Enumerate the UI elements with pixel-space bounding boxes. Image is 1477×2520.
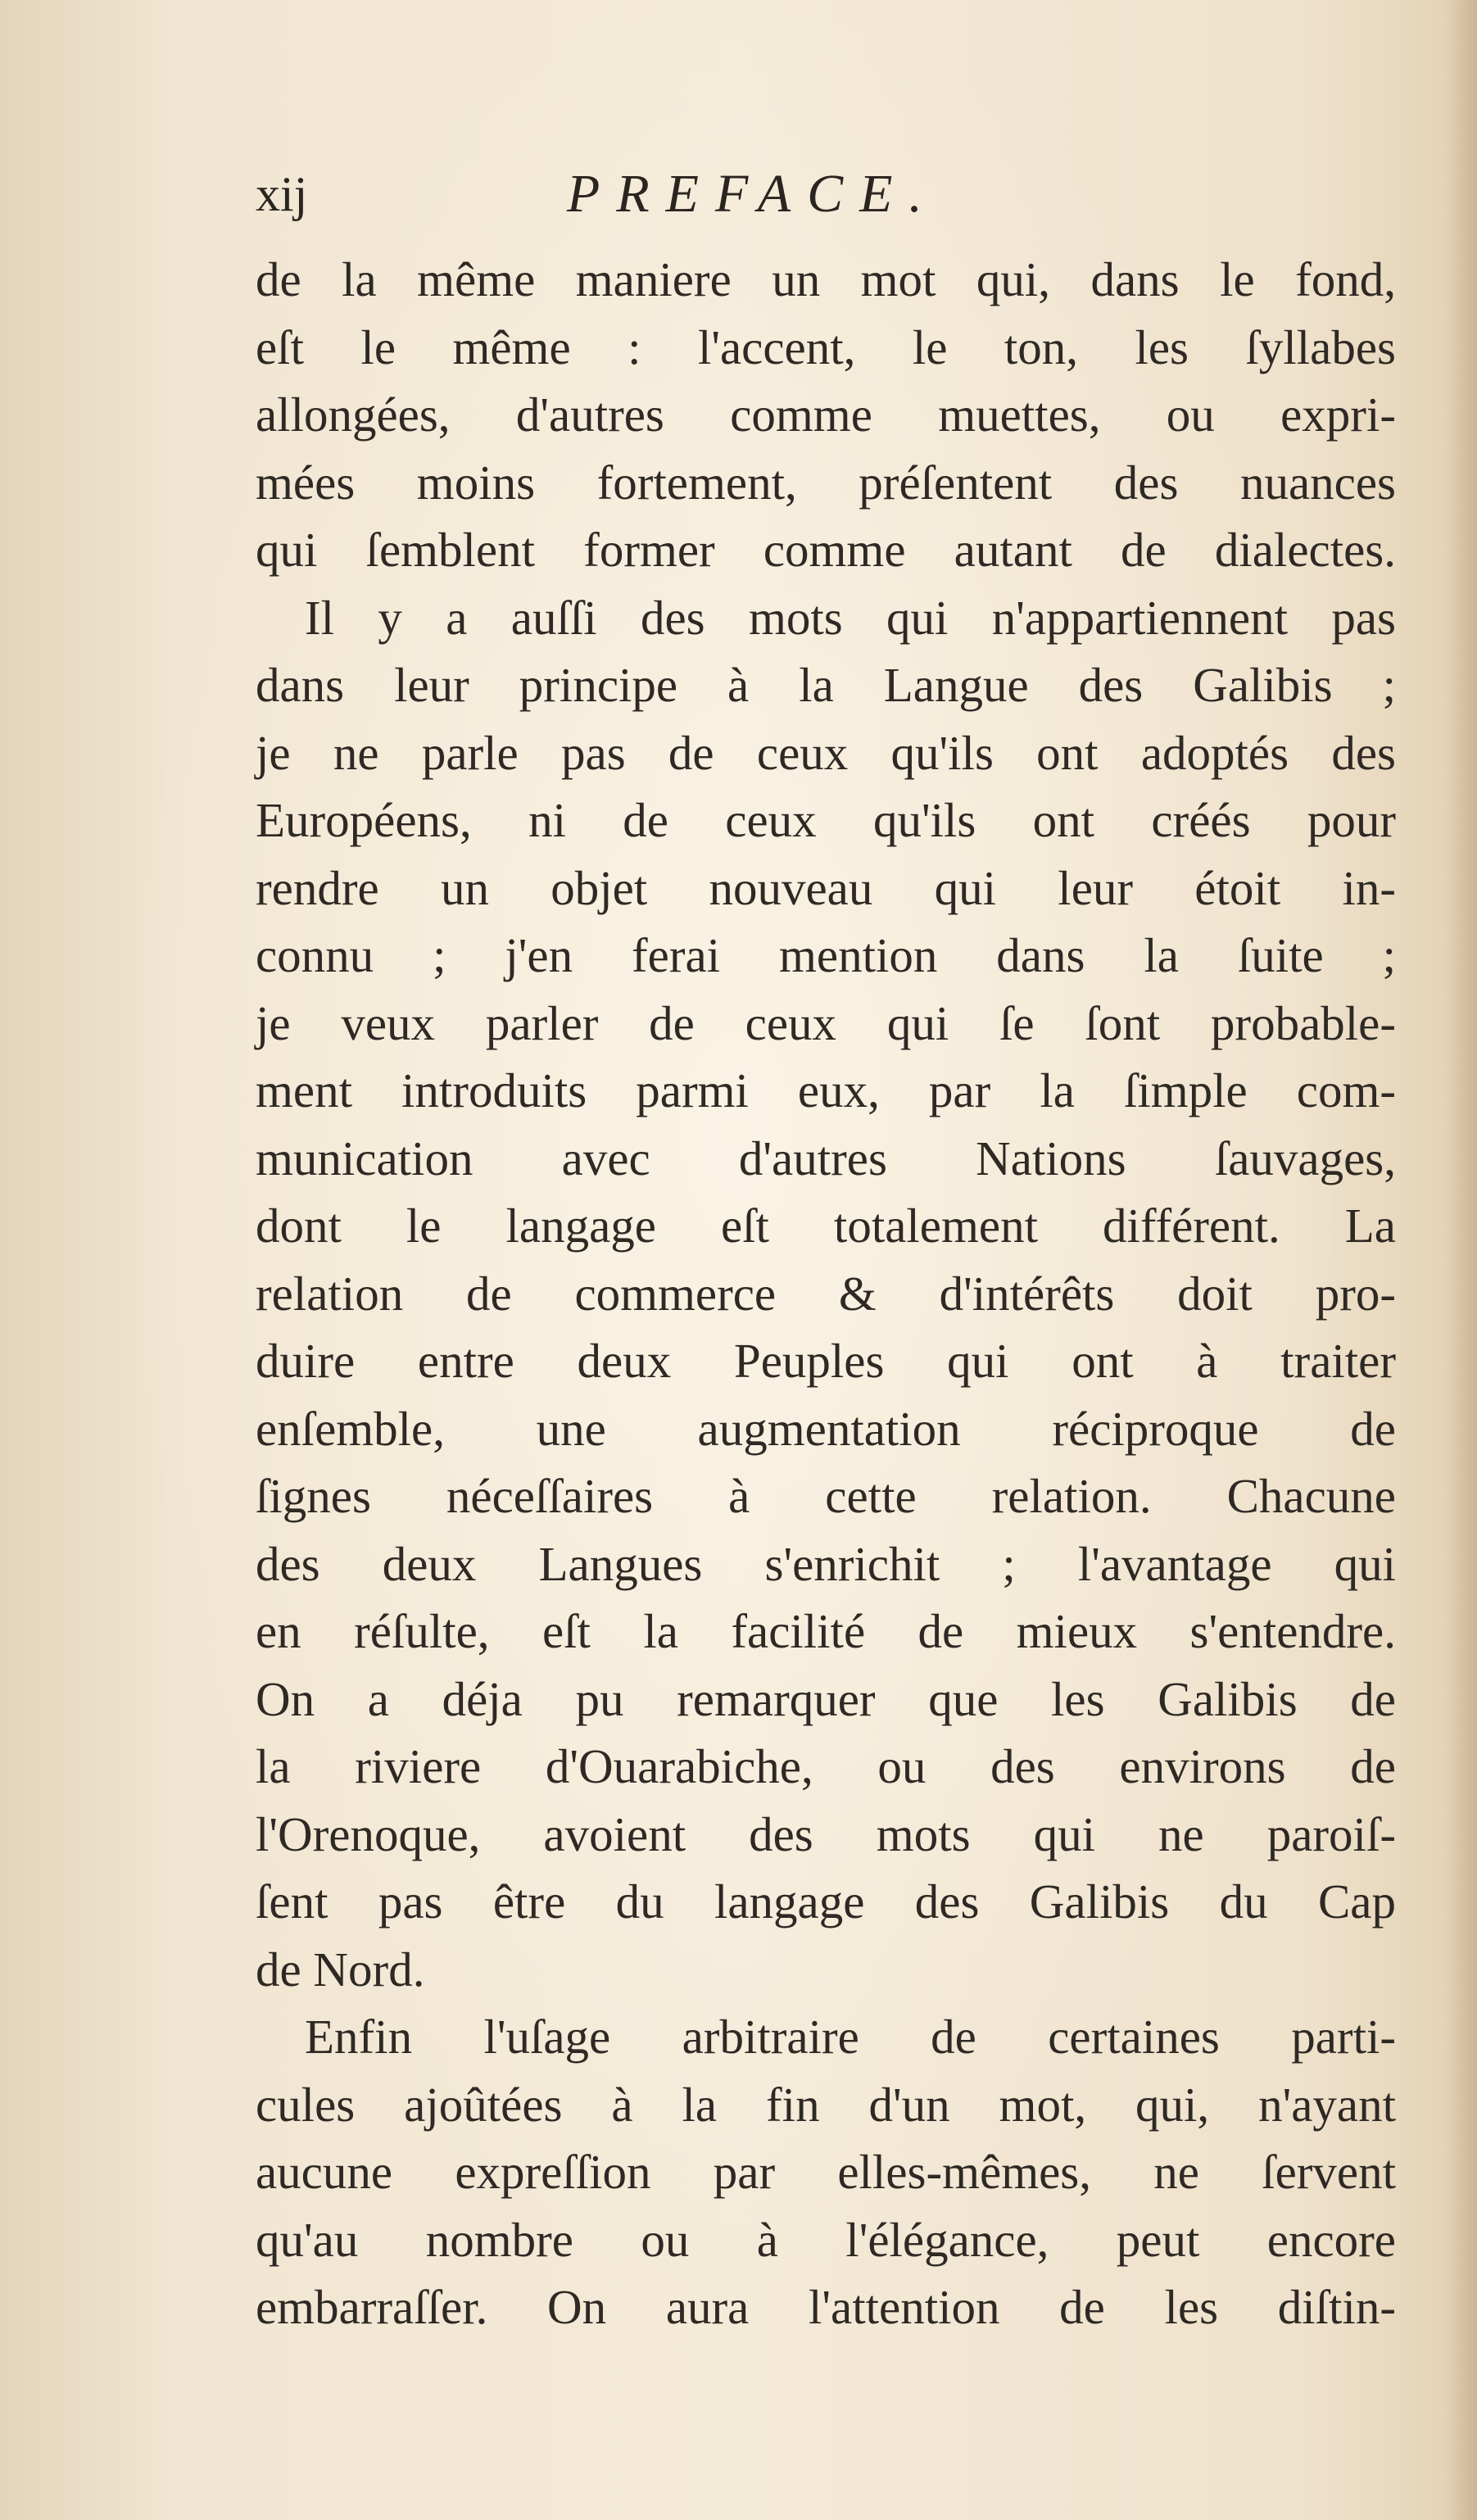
text-line: On a déja pu remarquer que les Galibis de	[256, 1671, 1396, 1726]
text-line: rendre un objet nouveau qui leur étoit in-	[256, 860, 1396, 915]
text-line: l'Orenoque, avoient des mots qui ne paroiſ-	[256, 1806, 1396, 1861]
text-line: de la même maniere un mot qui, dans le fond,	[256, 252, 1396, 306]
text-line: duire entre deux Peuples qui ont à traiter	[256, 1334, 1396, 1388]
page-header	[256, 157, 1075, 231]
text-line: qui ſemblent former comme autant de dialectes.	[256, 523, 1396, 577]
text-line: Il y a auſſi des mots qui n'appartiennent pas	[305, 590, 1396, 645]
text-line: dans leur principe à la Langue des Galibis ;	[256, 658, 1396, 712]
text-line: Enfin l'uſage arbitraire de certaines parti-	[305, 2010, 1396, 2064]
text-line: ſignes néceſſaires à cette relation. Chacune	[256, 1469, 1396, 1523]
page-number: xij	[256, 167, 308, 221]
text-line: je veux parler de ceux qui ſe ſont probable-	[256, 995, 1396, 1050]
text-line: mées moins fortement, préſentent des nuances	[256, 455, 1396, 510]
text-line: aucune expreſſion par elles-mêmes, ne ſervent	[256, 2145, 1396, 2199]
text-line: je ne parle pas de ceux qu'ils ont adoptés des	[256, 725, 1396, 780]
text-line: embarraſſer. On aura l'attention de les diſtin-	[256, 2280, 1396, 2334]
text-line: enſemble, une augmentation réciproque de	[256, 1401, 1396, 1456]
text-line: en réſulte, eſt la facilité de mieux s'entendre.	[256, 1604, 1396, 1658]
text-line: ſent pas être du langage des Galibis du Cap	[256, 1874, 1396, 1929]
text-line: la riviere d'Ouarabiche, ou des environs de	[256, 1739, 1396, 1793]
text-line: Européens, ni de ceux qu'ils ont créés pour	[256, 793, 1396, 847]
page-edge-shadow	[1444, 0, 1477, 2520]
running-head: PREFACE.	[567, 164, 939, 224]
text-line: allongées, d'autres comme muettes, ou expri-	[256, 388, 1396, 442]
text-line: relation de commerce & d'intérêts doit pro-	[256, 1266, 1396, 1321]
text-line: eſt le même : l'accent, le ton, les ſyllabes	[256, 320, 1396, 374]
text-line: ment introduits parmi eux, par la ſimple com-	[256, 1063, 1396, 1117]
text-line: qu'au nombre ou à l'élégance, peut encore	[256, 2212, 1396, 2267]
text-line: munication avec d'autres Nations ſauvages,	[256, 1131, 1396, 1185]
text-line: cules ajoûtées à la fin d'un mot, qui, n'ayant	[256, 2077, 1396, 2132]
body-text	[256, 246, 1396, 2341]
text-line: des deux Langues s'enrichit ; l'avantage qui	[256, 1536, 1396, 1591]
text-line: de Nord.	[256, 1942, 425, 1997]
text-line: connu ; j'en ferai mention dans la ſuite ;	[256, 928, 1396, 982]
text-line: dont le langage eſt totalement différent. La	[256, 1199, 1396, 1253]
